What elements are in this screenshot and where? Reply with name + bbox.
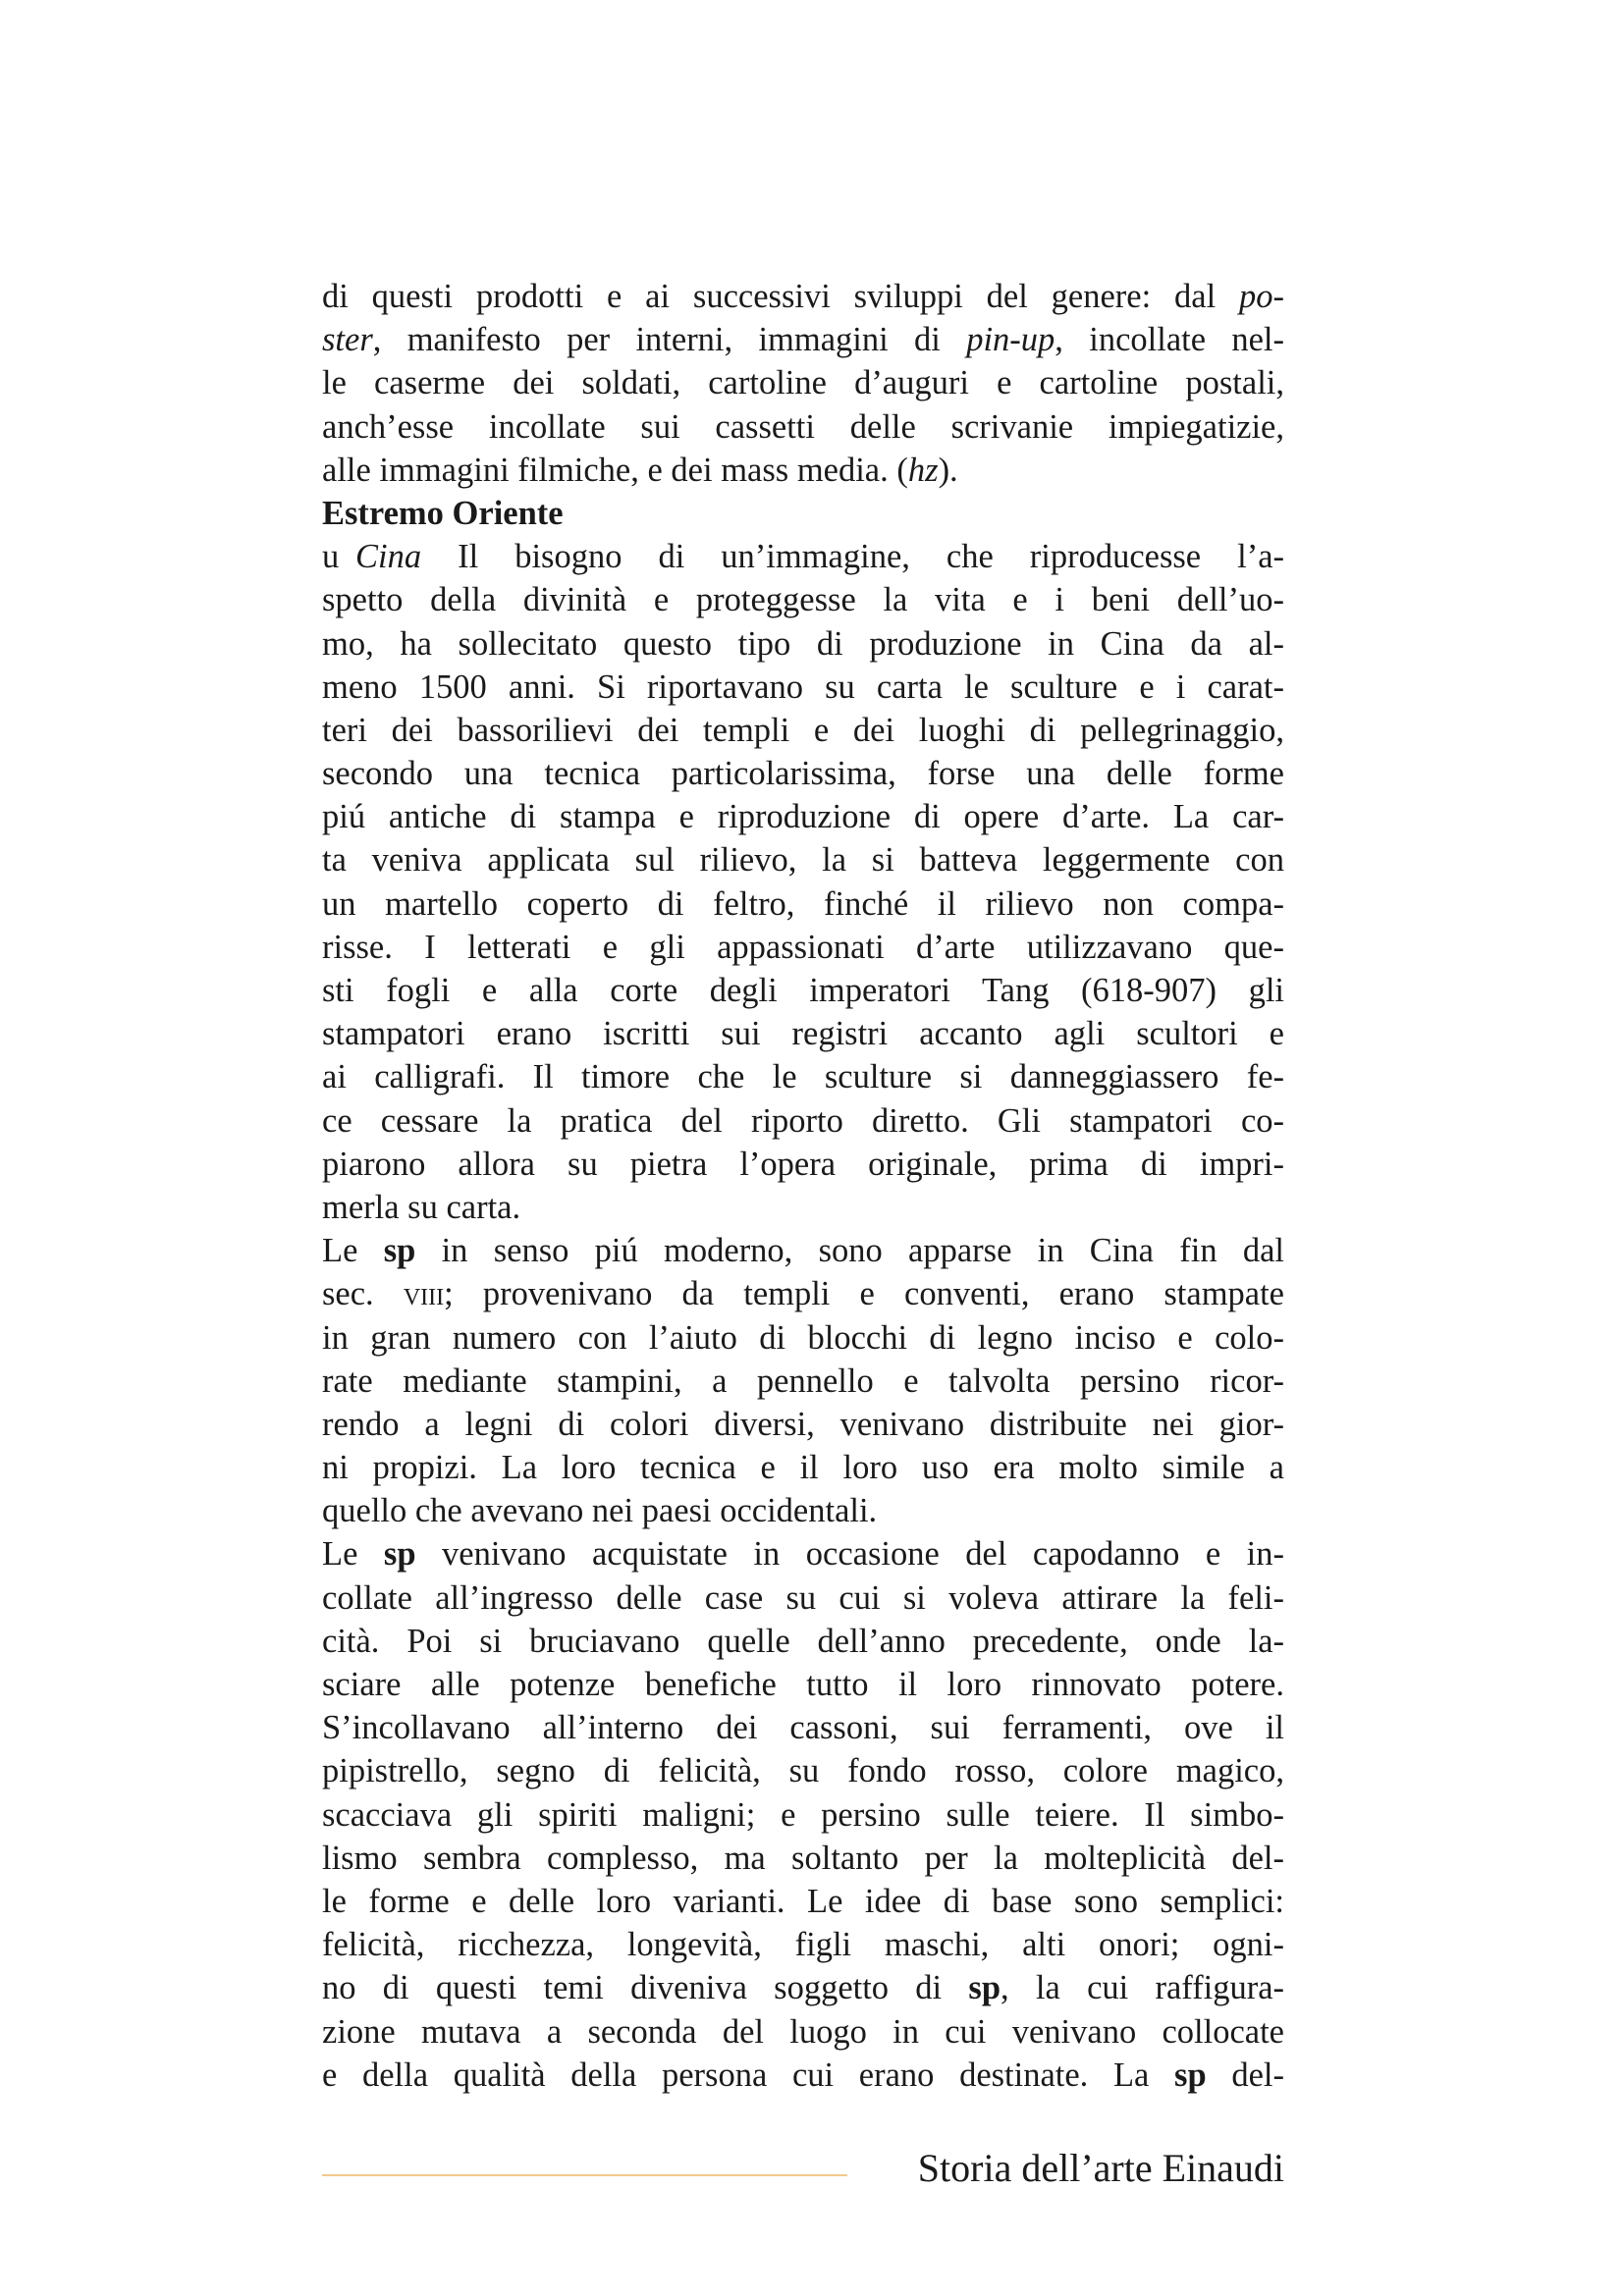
text-line	[322, 882, 1284, 926]
text-run: no di questi temi diveniva soggetto di	[322, 1969, 969, 2007]
text-line	[322, 926, 1284, 969]
text-run: e della qualità della persona cui erano destinate. La	[322, 2056, 1175, 2094]
text-run: ce cessare la pratica del riporto diretto. Gli stampatori co-	[322, 1101, 1284, 1140]
text-line	[322, 275, 1284, 318]
text-run: sec.	[322, 1275, 404, 1313]
text-line	[322, 969, 1284, 1012]
text-run: piarono allora su pietra l’opera originale, prima di impri-	[322, 1145, 1284, 1183]
text-run: sciare alle potenze benefiche tutto il loro rinnovato potere.	[322, 1666, 1284, 1703]
text-run: , la cui raffigura-	[1001, 1969, 1285, 2007]
text-run: scacciava gli spiriti maligni; e persino sulle teiere. Il simbo-	[322, 1795, 1284, 1834]
text-run: in senso piú moderno, sono apparse in Cina fin dal	[415, 1232, 1285, 1270]
text-run: rate mediante stampini, a pennello e talvolta persino ricor-	[322, 1362, 1284, 1400]
text-line	[322, 1489, 1284, 1532]
text-run: venivano acquistate in occasione del capodanno e in-	[415, 1535, 1284, 1574]
text-run: Il bisogno di un’immagine, che riproducesse l’a-	[421, 538, 1284, 576]
text-line	[322, 492, 1284, 535]
text-run: alle immagini filmiche, e dei mass media. (	[322, 451, 908, 489]
text-line	[322, 1099, 1284, 1143]
text-run: S’incollavano all’interno dei cassoni, sui ferramenti, ove il	[322, 1709, 1284, 1747]
text-line	[322, 578, 1284, 621]
text-run: collate all’ingresso delle case su cui si voleva attirare la feli-	[322, 1578, 1284, 1617]
footer-title: Storia dell’arte Einaudi	[917, 2146, 1284, 2190]
text-line	[322, 535, 1284, 578]
text-line	[322, 405, 1284, 449]
text-line	[322, 2010, 1284, 2054]
text-run: meno 1500 anni. Si riportavano su carta le sculture e i carat-	[322, 667, 1284, 706]
text-line	[322, 318, 1284, 361]
italic-text: po-	[1239, 278, 1284, 315]
text-run: teri dei bassorilievi dei templi e dei luoghi di pellegrinaggio,	[322, 711, 1284, 749]
text-line	[322, 1316, 1284, 1360]
text-line	[322, 1923, 1284, 1966]
text-run: Le	[322, 1535, 384, 1574]
text-run: zione mutava a seconda del luogo in cui venivano collocate	[322, 2012, 1284, 2051]
text-line	[322, 1837, 1284, 1880]
text-run: secondo una tecnica particolarissima, forse una delle forme	[322, 755, 1284, 793]
text-line	[322, 1706, 1284, 1749]
text-run: risse. I letterati e gli appassionati d’arte utilizzavano que-	[322, 928, 1284, 966]
text-run: le forme e delle loro varianti. Le idee di base sono semplici:	[322, 1882, 1284, 1920]
text-run: rendo a legni di colori diversi, venivano distribuite nei gior-	[322, 1405, 1284, 1443]
text-run: del-	[1206, 2056, 1284, 2094]
text-run: spetto della divinità e proteggesse la vita e i beni dell’uo-	[322, 581, 1284, 619]
roman-numeral: viii	[403, 1275, 445, 1313]
text-run: le caserme dei soldati, cartoline d’auguri e cartoline postali,	[322, 364, 1284, 402]
text-run: un martello coperto di feltro, finché il rilievo non compa-	[322, 884, 1284, 923]
bold-text: sp	[383, 1232, 416, 1270]
italic-text: hz	[907, 451, 939, 489]
text-run: merla su carta.	[322, 1188, 521, 1226]
text-line	[322, 2054, 1284, 2097]
text-line	[322, 1272, 1284, 1315]
text-run: quello che avevano nei paesi occidentali.	[322, 1492, 878, 1530]
text-line	[322, 1229, 1284, 1272]
text-run: anch’esse incollate sui cassetti delle scrivanie impiegatizie,	[322, 407, 1284, 446]
text-run: stampatori erano iscritti sui registri accanto agli scultori e	[322, 1015, 1284, 1053]
text-run: ).	[938, 451, 958, 489]
text-line	[322, 1749, 1284, 1792]
text-run: piú antiche di stampa e riproduzione di opere d’arte. La car-	[322, 798, 1284, 836]
text-run: sti fogli e alla corte degli imperatori Tang (618-907) gli	[322, 972, 1284, 1009]
text-line	[322, 1446, 1284, 1489]
italic-text: ster	[322, 321, 373, 359]
text-line	[322, 709, 1284, 752]
section-marker: u	[322, 538, 340, 576]
text-line	[322, 838, 1284, 881]
text-run: ai calligrafi. Il timore che le sculture si danneggiassero fe-	[322, 1058, 1284, 1096]
text-run: di questi prodotti e ai successivi sviluppi del genere: dal	[322, 278, 1239, 315]
text-run: ta veniva applicata sul rilievo, la si batteva leggermente con	[322, 841, 1284, 880]
bold-text: sp	[383, 1535, 416, 1574]
text-line	[322, 1793, 1284, 1837]
text-line	[322, 1880, 1284, 1923]
text-run: ni propizi. La loro tecnica e il loro uso era molto simile a	[322, 1449, 1284, 1487]
text-run: , incollate nel-	[1055, 321, 1284, 359]
text-line	[322, 1663, 1284, 1706]
text-run: cità. Poi si bruciavano quelle dell’anno precedente, onde la-	[322, 1622, 1284, 1660]
text-line	[322, 1012, 1284, 1055]
bold-text: Estremo Oriente	[322, 494, 564, 532]
text-run: felicità, ricchezza, longevità, figli maschi, alti onori; ogni-	[322, 1926, 1284, 1964]
text-run: in gran numero con l’aiuto di blocchi di legno inciso e colo-	[322, 1318, 1284, 1357]
text-line	[322, 1403, 1284, 1446]
text-run: lismo sembra complesso, ma soltanto per la molteplicità del-	[322, 1839, 1284, 1877]
text-run: ; provenivano da templi e conventi, erano stampate	[444, 1275, 1284, 1313]
text-line	[322, 1620, 1284, 1663]
text-line	[322, 1186, 1284, 1229]
italic-text: pin-up	[966, 321, 1055, 359]
footer-rule	[322, 2174, 847, 2176]
text-line	[322, 622, 1284, 666]
text-line	[322, 795, 1284, 838]
text-line	[322, 1143, 1284, 1186]
text-line	[322, 1360, 1284, 1403]
text-line	[322, 752, 1284, 795]
text-line	[322, 1576, 1284, 1620]
text-line	[322, 361, 1284, 404]
text-line	[322, 449, 1284, 492]
text-run: Le	[322, 1232, 384, 1270]
bold-text: sp	[968, 1969, 1001, 2007]
text-run: mo, ha sollecitato questo tipo di produzione in Cina da al-	[322, 624, 1284, 663]
italic-text: Cina	[355, 538, 422, 576]
text-run: pipistrello, segno di felicità, su fondo rosso, colore magico,	[322, 1752, 1284, 1790]
text-line	[322, 1532, 1284, 1575]
bold-text: sp	[1174, 2056, 1207, 2094]
body-text	[322, 275, 1284, 2097]
text-line	[322, 666, 1284, 709]
text-run: , manifesto per interni, immagini di	[372, 321, 967, 359]
text-line	[322, 1055, 1284, 1098]
text-line	[322, 1966, 1284, 2009]
